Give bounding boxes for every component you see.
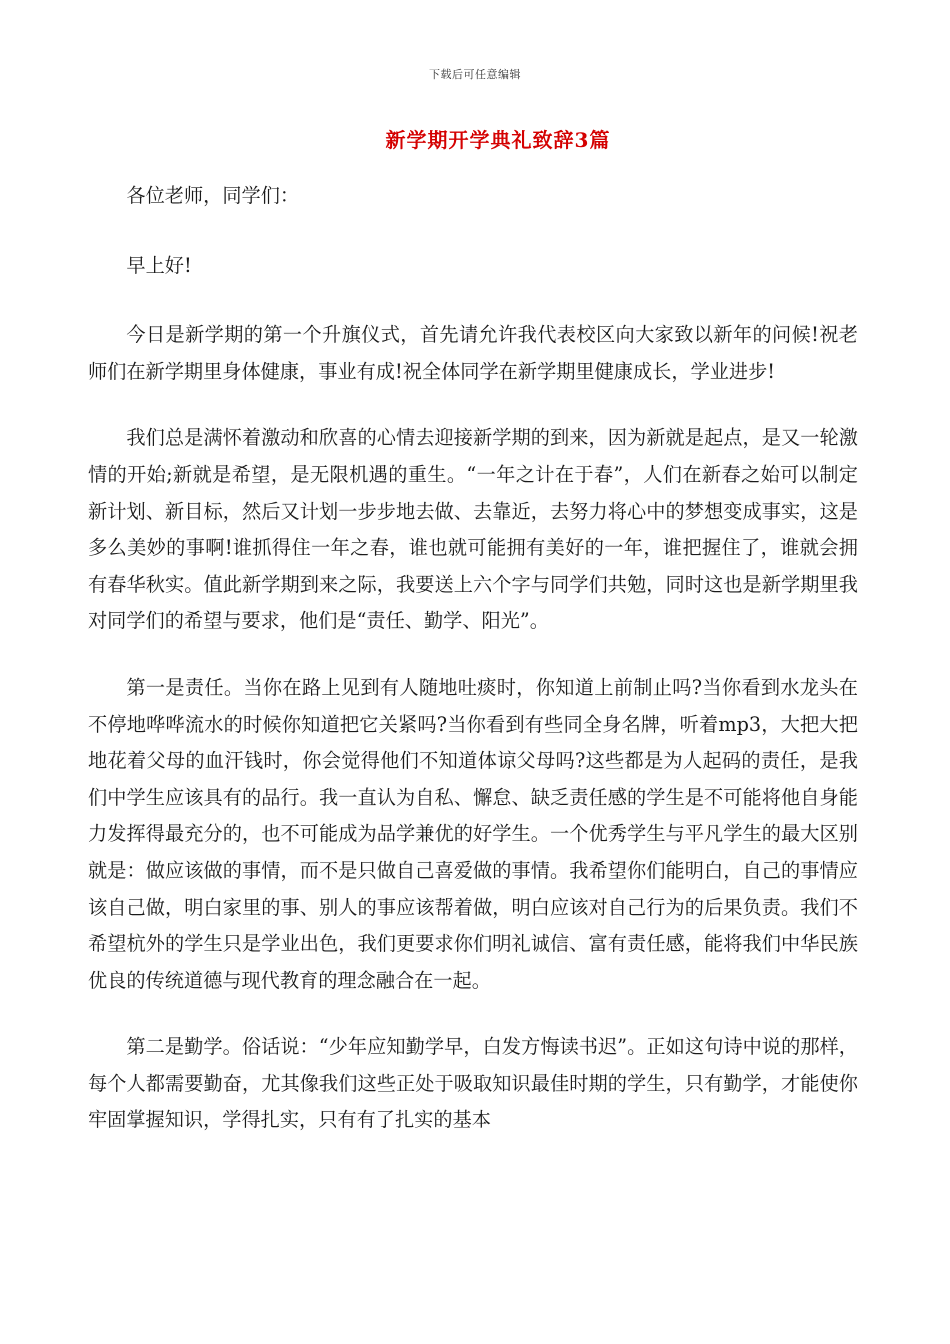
paragraph-opening: 今日是新学期的第一个升旗仪式，首先请允许我代表校区向大家致以新年的问候!祝老师们在新学期里身体健康，事业有成!祝全体同学在新学期里健康成长，学业进步!	[88, 323, 858, 383]
document-body	[88, 178, 858, 1169]
paragraph-greeting: 早上好!	[126, 253, 192, 277]
header-note: 下载后可任意编辑	[429, 68, 521, 81]
document-title: 新学期开学典礼致辞3篇	[385, 128, 611, 152]
paragraph-responsibility: 第一是责任。当你在路上见到有人随地吐痰时，你知道上前制止吗?当你看到水龙头在不停地哗哗流水的时候你知道把它关紧吗?当你看到有些同全身名牌，听着mp3，大把大把地花着父母的血汗钱时，你会觉得他们不知道体谅父母吗?这些都是为人起码的责任，是我们中学生应该具有的品行。我一直认为自私、懈怠、缺乏责任感的学生是不可能将他自身能力发挥得最充分的，也不可能成为品学兼优的好学生。一个优秀学生与平凡学生的最大区别就是：做应该做的事情，而不是只做自己喜爱做的事情。我希望你们能明白，自己的事情应该自己做，明白家里的事、别人的事应该帮着做，明白应该对自己行为的后果负责。我们不希望杭外的学生只是学业出色，我们更要求你们明礼诚信、富有责任感，能将我们中华民族优良的传统道德与现代教育的理念融合在一起。	[88, 675, 858, 992]
paragraph-new-semester: 我们总是满怀着激动和欣喜的心情去迎接新学期的到来，因为新就是起点，是又一轮激情的开始;新就是希望，是无限机遇的重生。“一年之计在于春”，人们在新春之始可以制定新计划、新目标，然后又计划一步步地去做、去靠近，去努力将心中的梦想变成事实，这是多么美妙的事啊!谁抓得住一年之春，谁也就可能拥有美好的一年，谁把握住了，谁就会拥有春华秋实。值此新学期到来之际，我要送上六个字与同学们共勉，同时这也是新学期里我对同学们的希望与要求，他们是“责任、勤学、阳光”。	[88, 426, 858, 633]
paragraph-salutation: 各位老师，同学们：	[126, 184, 300, 207]
paragraph-diligence: 第二是勤学。俗话说：“少年应知勤学早，白发方悔读书迟”。正如这句诗中说的那样，每个人都需要勤奋，尤其像我们这些正处于吸取知识最佳时期的学生，只有勤学，才能使你牢固掌握知识，学得扎实，只有有了扎实的基本	[88, 1035, 858, 1132]
